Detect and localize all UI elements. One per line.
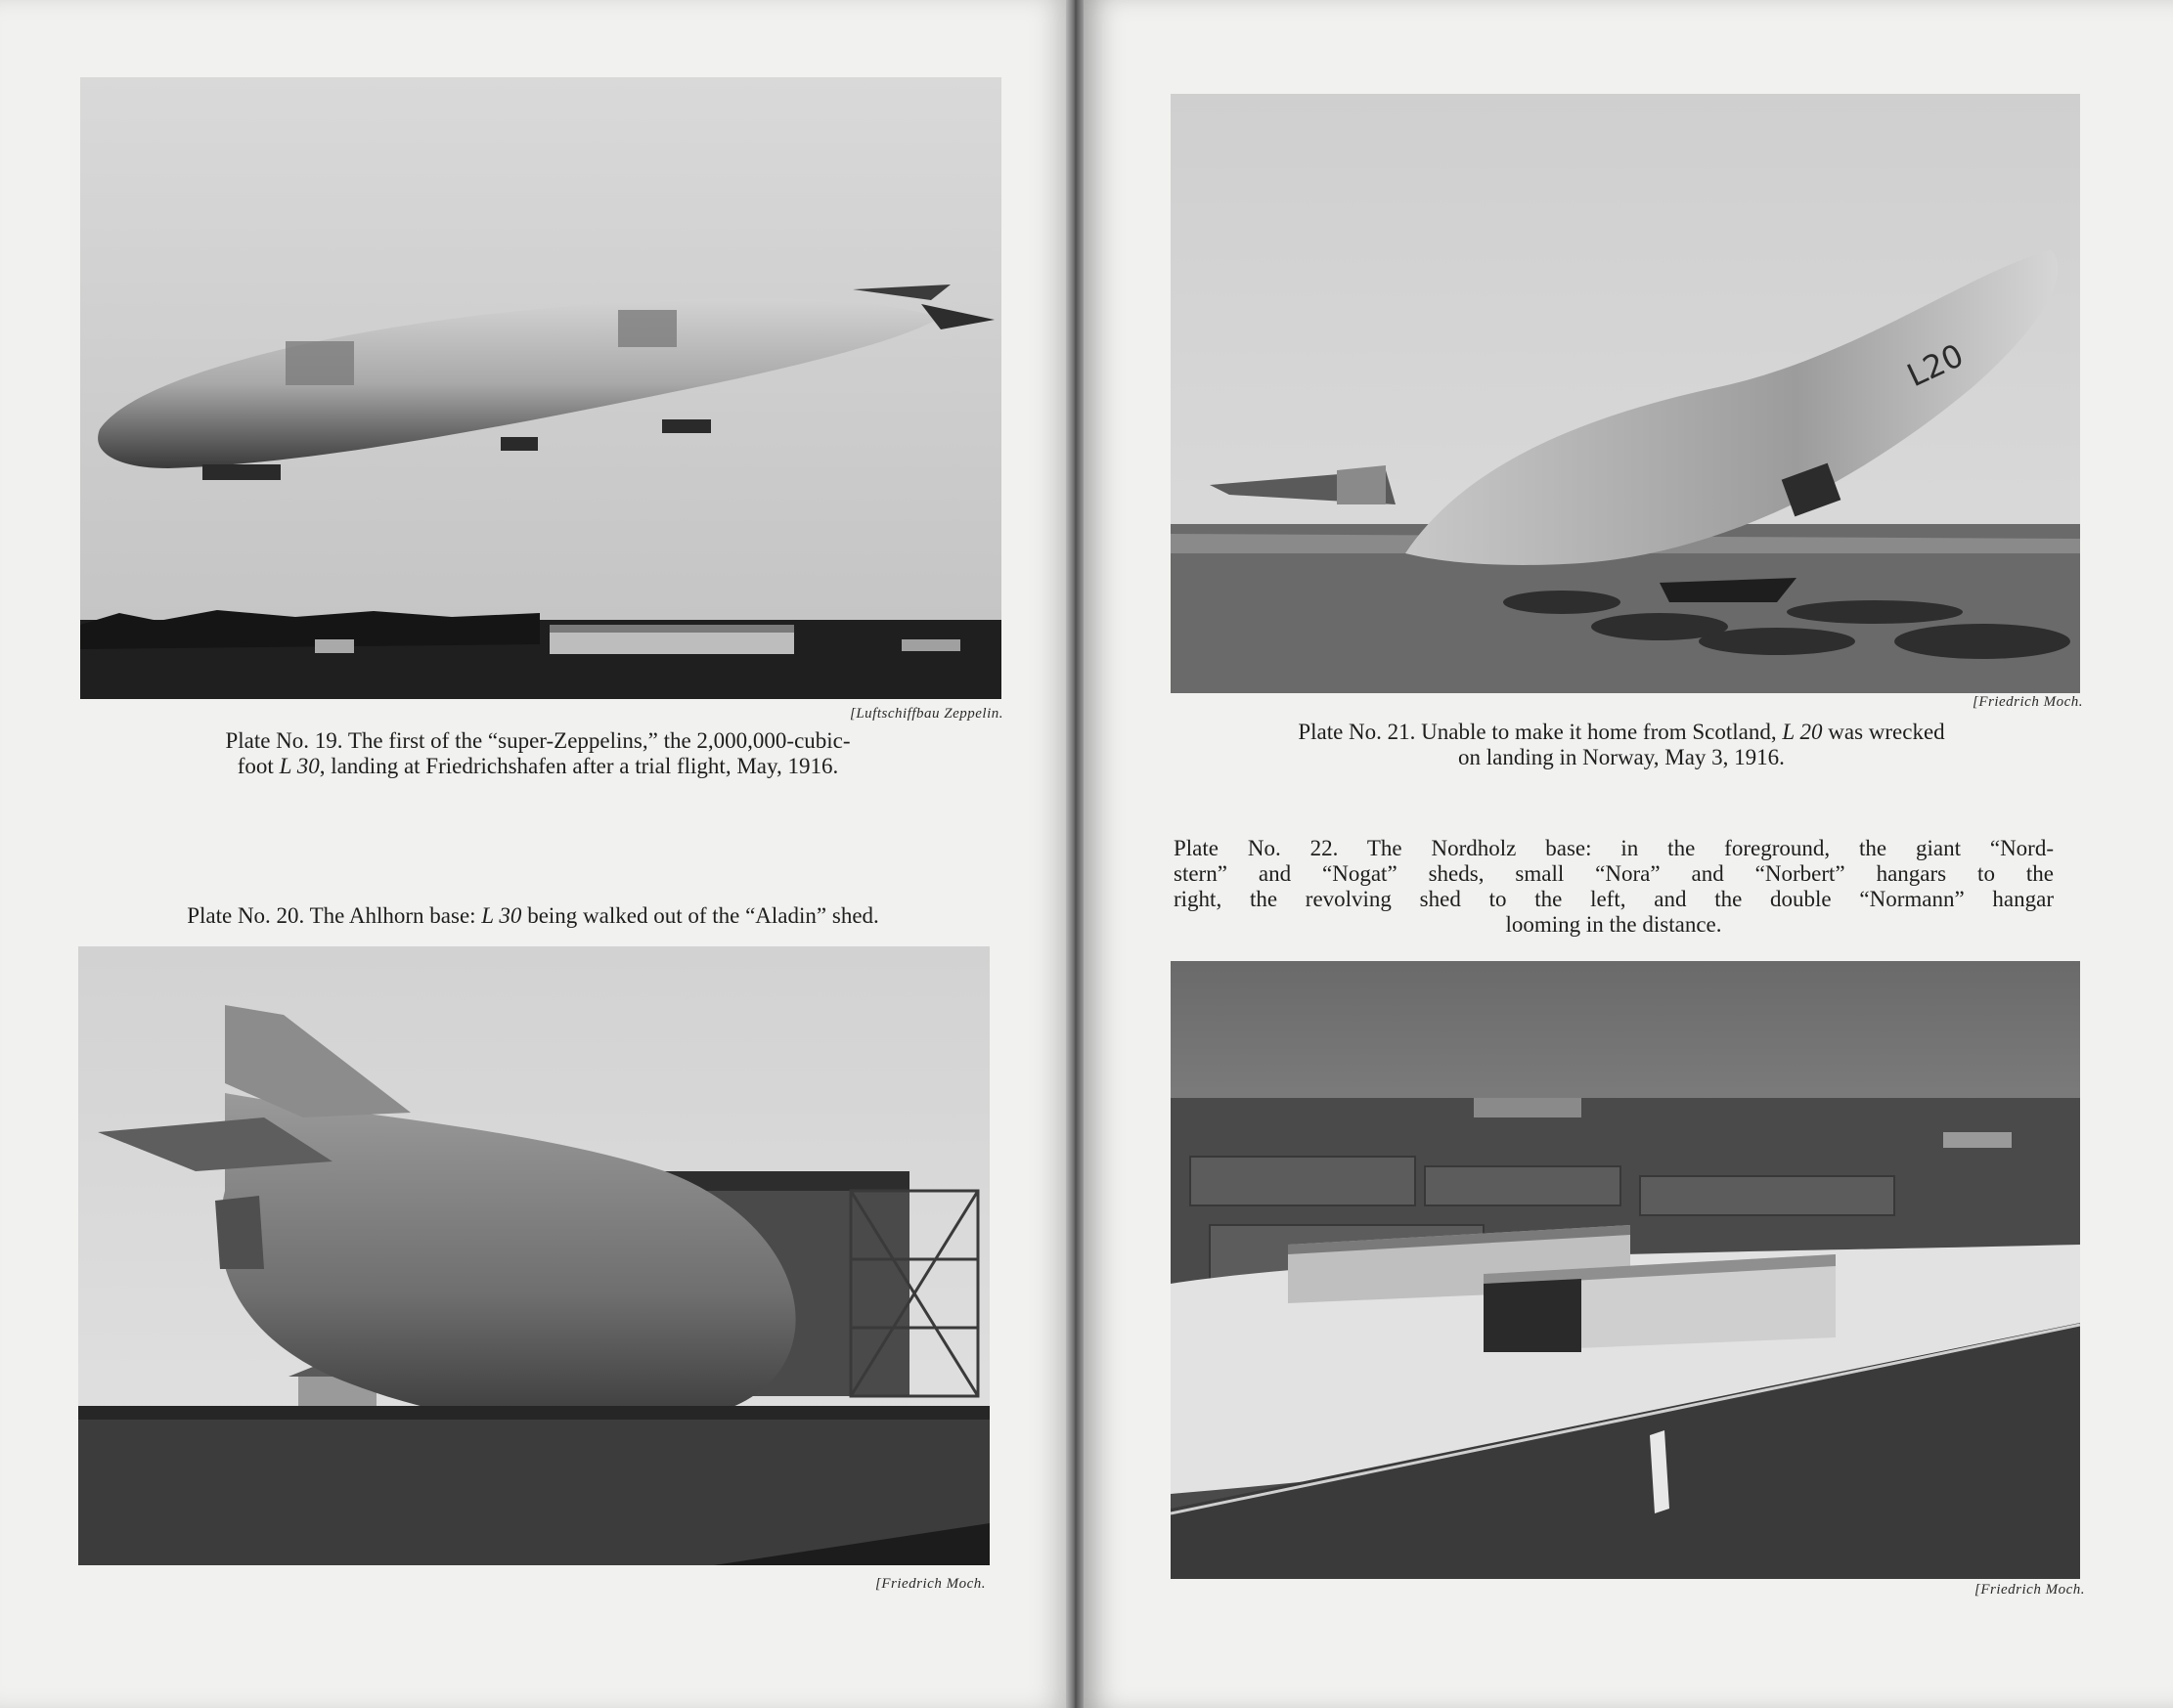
plate-21-caption-line-2: on landing in Norway, May 3, 1916. [1458,745,1785,769]
plate-21-photo [1171,94,2080,693]
book-gutter [1066,0,1084,1708]
plate-22-caption [1174,836,2054,938]
plate-20-caption: Plate No. 20. The Ahlhorn base: L 30 being walked out of the “Aladin” shed. [187,903,879,928]
plate-22-caption-line-3: right, the revolving shed to the left, and the double “Normann” hangar [1174,887,2054,911]
plate-19-caption-line-2: foot L 30, landing at Friedrichshafen after a trial flight, May, 1916. [237,754,839,778]
right-page [1084,0,2173,1708]
plate-21-caption [1191,720,2052,770]
plate-19-photo [80,77,1001,699]
plate-22-caption-line-4: looming in the distance. [1505,912,1722,937]
plate-19-caption [108,728,968,779]
plate-21-caption-line-1: Plate No. 21. Unable to make it home from Scotland, L 20 was wrecked [1298,720,1945,744]
plate-20-photo [78,946,990,1565]
plate-19-caption-line-1: Plate No. 19. The first of the “super-Zeppelins,” the 2,000,000-cubic- [225,728,851,753]
plate-21-credit: [Friedrich Moch. [1973,694,2083,710]
plate-22-caption-line-1: Plate No. 22. The Nordholz base: in the foreground, the giant “Nord- [1174,836,2054,860]
plate-22-caption-line-2: stern” and “Nogat” sheds, small “Nora” and “Norbert” hangars to the [1174,861,2054,886]
svg-text:L20: L20 [1901,336,1970,395]
plate-22-credit: [Friedrich Moch. [1974,1582,2085,1598]
plate-19-credit: [Luftschiffbau Zeppelin. [849,706,1003,722]
left-page [0,0,1066,1708]
plate-22-photo [1171,961,2080,1579]
plate-20-credit: [Friedrich Moch. [875,1576,986,1592]
